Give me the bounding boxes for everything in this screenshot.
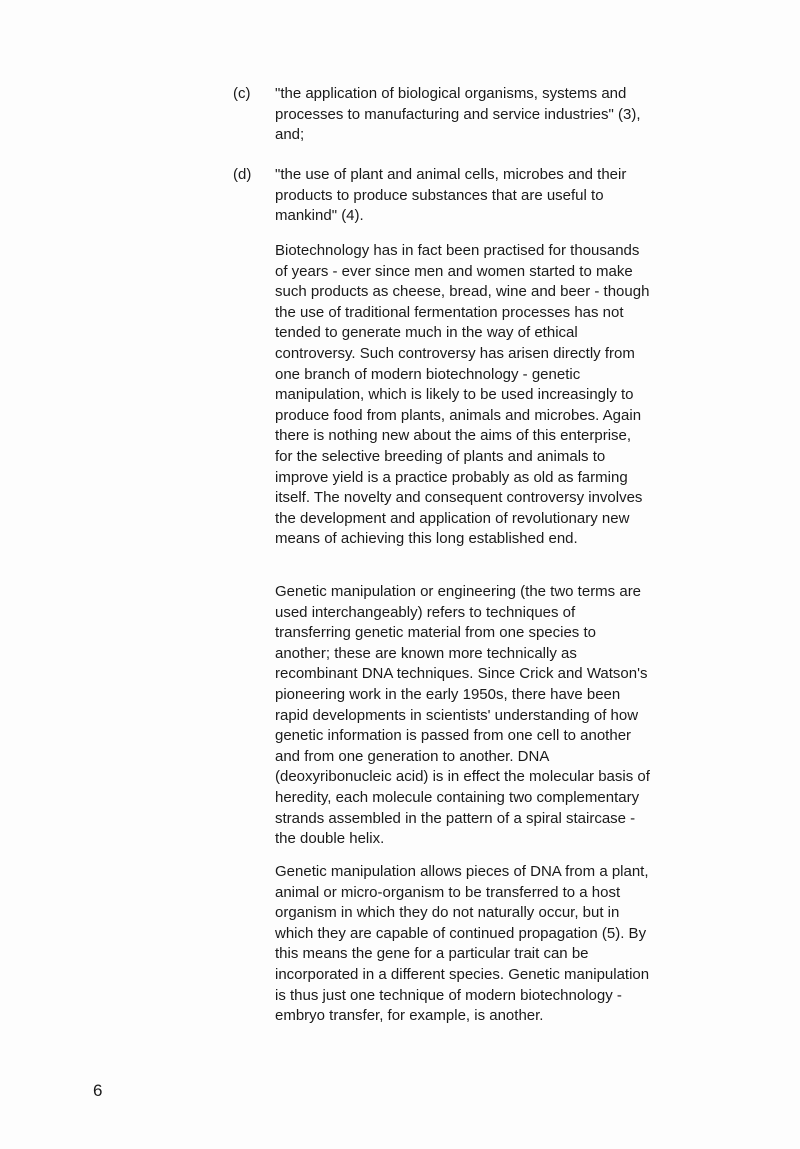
list-item-text: "the use of plant and animal cells, microbes and their products to produce substances that are useful to mankind" (4). (275, 166, 627, 224)
paragraph-biotechnology-history: Biotechnology has in fact been practised for thousands of years - ever since men and women started to make such products as cheese, bread, wine and beer - though the use of traditional fermentation processes has not tended to generate much in the way of ethical controversy. Such controversy has arisen directly from one branch of modern biotechnology - genetic manipulation, which is likely to be used increasingly to produce food from plants, animals and microbes. Again there is nothing new about the aims of this enterprise, for the selective breeding of plants and animals to improve yield is a practice probably as old as farming itself. The novelty and consequent controversy involves the development and application of revolutionary new means of achieving this long established end. (275, 242, 650, 548)
list-marker: (d) (233, 166, 252, 183)
paragraph-genetic-manipulation-definition: Genetic manipulation or engineering (the two terms are used interchangeably) refers to techniques of transferring genetic material from one species to another; these are known more technically as recombinant DNA techniques. Since Crick and Watson's pioneering work in the early 1950s, there have been rapid developments in scientists' understanding of how genetic information is passed from one cell to another and from one generation to another. DNA (deoxyribonucleic acid) is in effect the molecular basis of heredity, each molecule containing two complementary strands assembled in the pattern of a spiral staircase - the double helix. (275, 583, 650, 848)
list-marker: (c) (233, 85, 251, 102)
paragraph-genetic-manipulation-method: Genetic manipulation allows pieces of DNA from a plant, animal or micro-organism to be transferred to a host organism in which they do not naturally occur, but in which they are capable of continued propagation (5). By this means the gene for a particular trait can be incorporated in a different species. Genetic manipulation is thus just one technique of modern biotechnology - embryo transfer, for example, is another. (275, 863, 650, 1025)
page-number: 6 (93, 1081, 103, 1100)
list-item-text: "the application of biological organisms, systems and processes to manufacturing and service industries" (3), and; (275, 85, 641, 143)
